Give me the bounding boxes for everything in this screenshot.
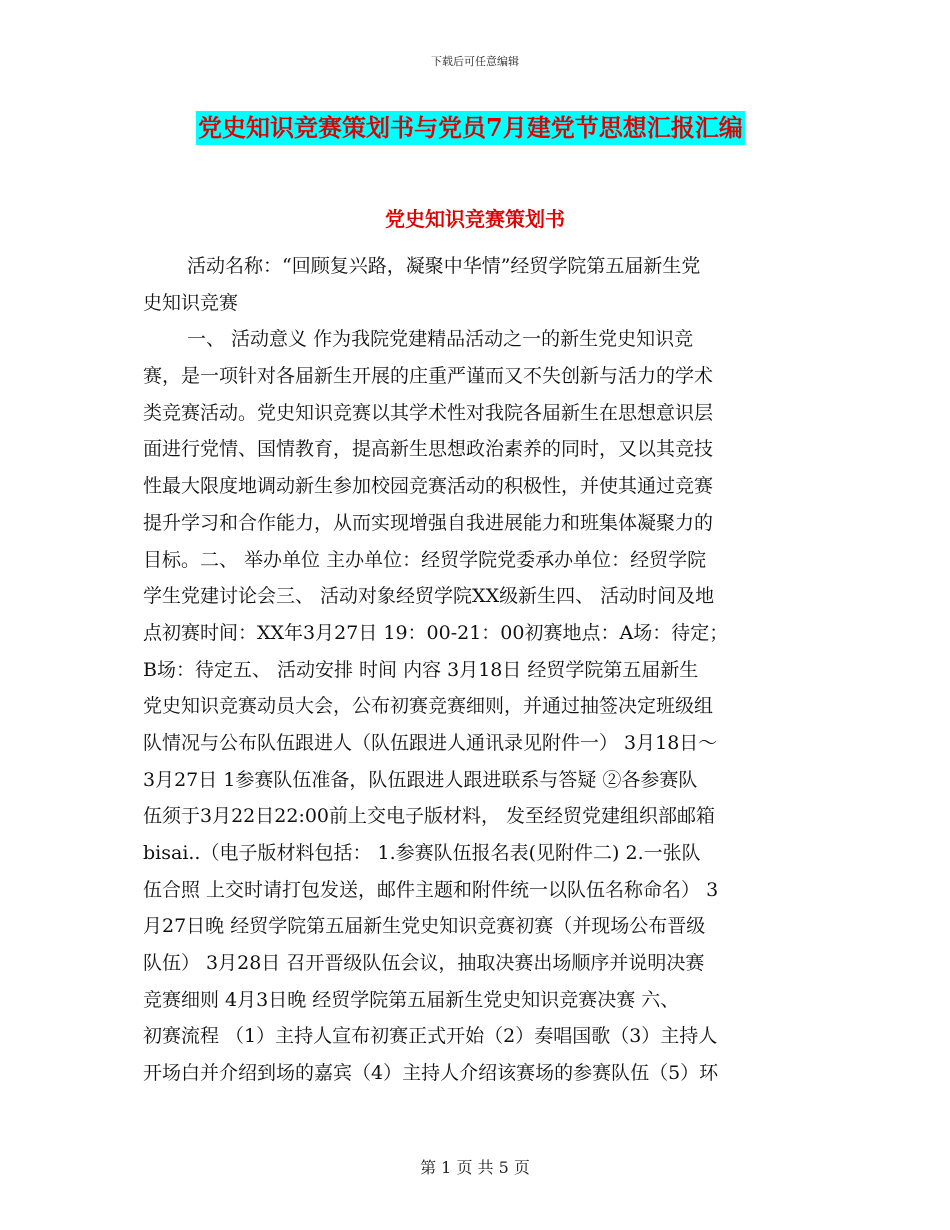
body-line: 学生党建讨论会三、 活动对象经贸学院XX级新生四、 活动时间及地	[143, 585, 715, 608]
body-line: 竞赛细则 4月3日晚 经贸学院第五届新生党史知识竞赛决赛 六、	[143, 988, 680, 1011]
body-line: 性最大限度地调动新生参加校园竞赛活动的积极性，并使其通过竞赛	[143, 475, 714, 498]
body-line: 目标。二、 举办单位 主办单位：经贸学院党委承办单位：经贸学院	[143, 548, 707, 571]
body-line: 活动名称：“回顾复兴路，凝聚中华情”经贸学院第五届新生党	[187, 255, 701, 277]
page-footer: 第 1 页 共 5 页	[420, 1158, 530, 1177]
document-title: 党史知识竞赛策划书与党员7月建党节思想汇报汇编	[196, 111, 745, 145]
body-line: 队伍） 3月28日 召开晋级队伍会议，抽取决赛出场顺序并说明决赛	[143, 952, 705, 975]
body-line: 党史知识竞赛动员大会，公布初赛竞赛细则，并通过抽签决定班级组	[143, 695, 714, 718]
body-line: 初赛流程 （1）主持人宣布初赛正式开始（2）奏唱国歌（3）主持人	[143, 1025, 718, 1048]
body-line: 伍须于3月22日22:00前上交电子版材料， 发至经贸党建组织部邮箱	[143, 805, 716, 828]
body-line: bisai..（电子版材料包括： 1.参赛队伍报名表(见附件二) 2.一张队	[143, 842, 701, 864]
body-line: 3月27日 1参赛队伍准备，队伍跟进人跟进联系与答疑 ②各参赛队	[143, 768, 698, 791]
body-line: 类竞赛活动。党史知识竞赛以其学术性对我院各届新生在思想意识层	[143, 401, 714, 424]
body-text	[143, 248, 811, 1092]
body-line: 提升学习和合作能力，从而实现增强自我进展能力和班集体凝聚力的	[143, 511, 714, 534]
body-line: 史知识竞赛	[143, 291, 239, 314]
body-line: 一、 活动意义 作为我院党建精品活动之一的新生党史知识竞	[187, 328, 694, 351]
section-title: 党史知识竞赛策划书	[385, 207, 565, 231]
body-line: 伍合照 上交时请打包发送，邮件主题和附件统一以队伍名称命名） 3	[143, 878, 719, 901]
body-line: 开场白并介绍到场的嘉宾（4）主持人介绍该赛场的参赛队伍（5）环	[143, 1062, 719, 1085]
body-line: 赛，是一项针对各届新生开展的庄重严谨而又不失创新与活力的学术	[143, 365, 714, 388]
body-line: 点初赛时间：XX年3月27日 19：00-21：00初赛地点：A场：待定；	[143, 621, 729, 644]
body-line: 面进行党情、国情教育，提高新生思想政治素养的同时，又以其竞技	[143, 438, 714, 461]
body-line: 队情况与公布队伍跟进人（队伍跟进人通讯录见附件一） 3月18日～	[143, 731, 718, 754]
body-line: 月27日晚 经贸学院第五届新生党史知识竞赛初赛（并现场公布晋级	[143, 915, 706, 938]
body-line: B场：待定五、 活动安排 时间 内容 3月18日 经贸学院第五届新生	[143, 658, 699, 681]
header-note: 下载后可任意编辑	[431, 55, 519, 68]
